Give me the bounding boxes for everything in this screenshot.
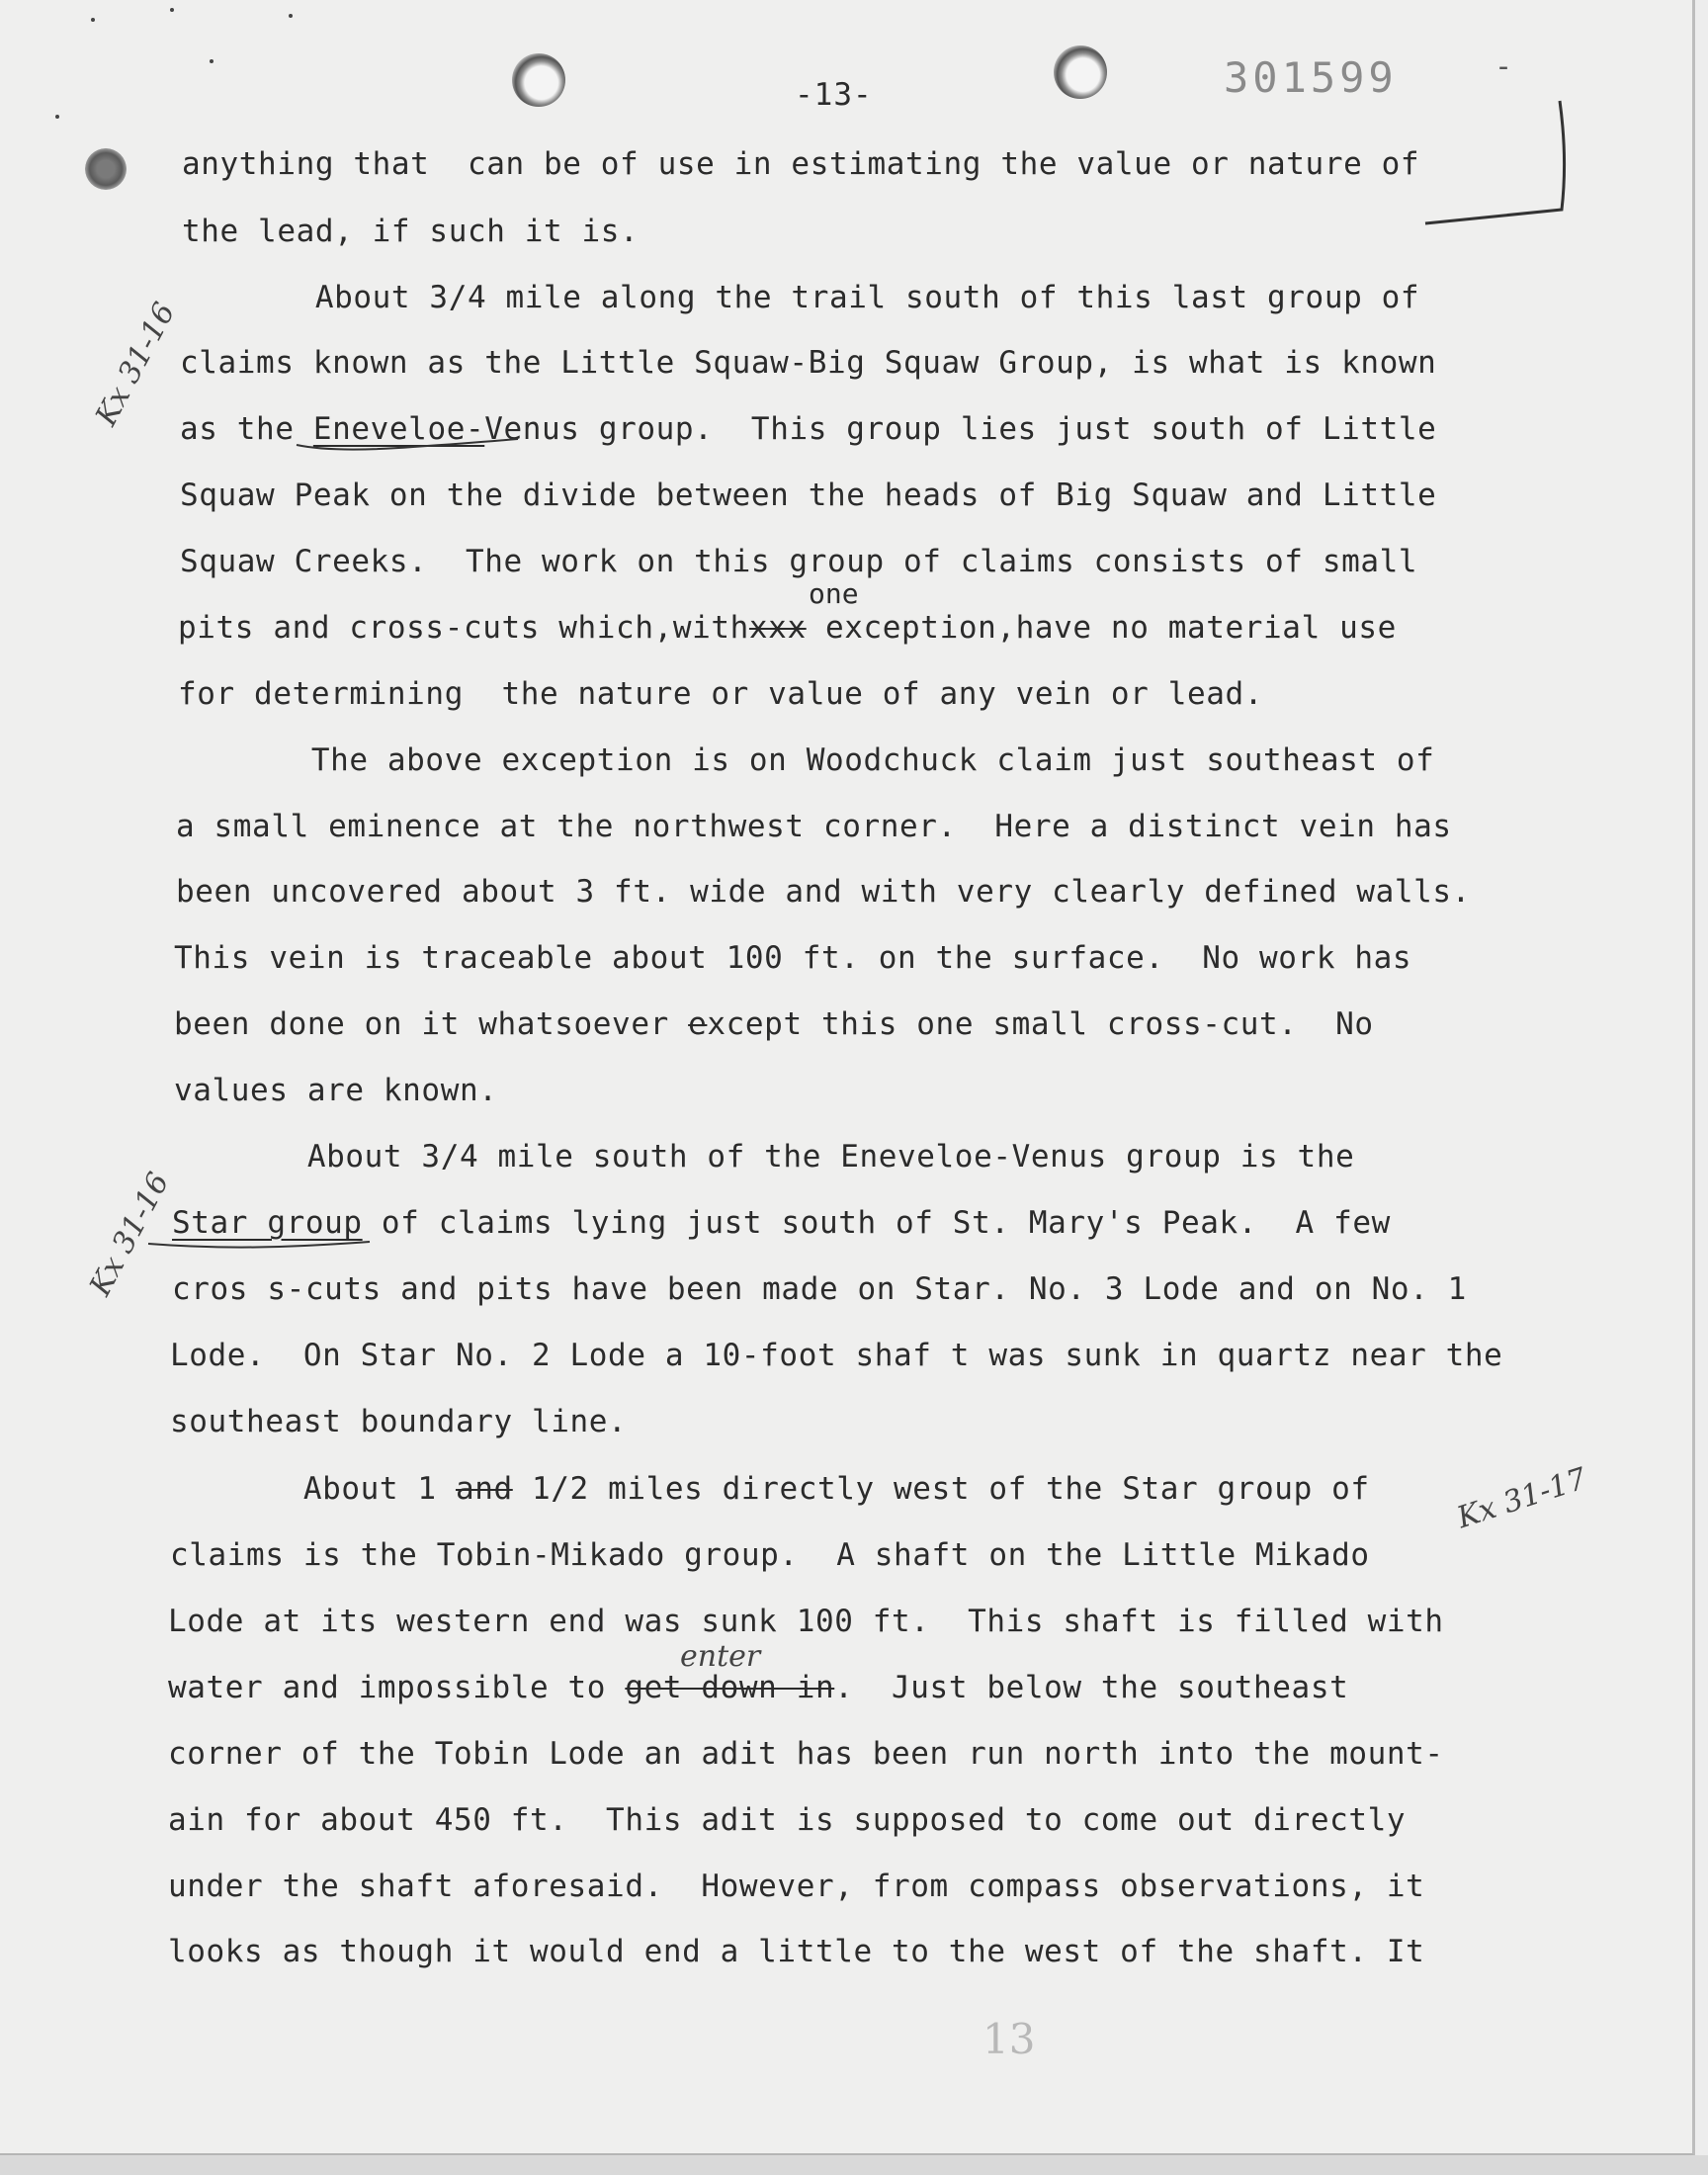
body-line: The above exception is on Woodchuck claim just southeast of [178, 742, 1435, 778]
handwritten-insertion: enter [680, 1639, 761, 1674]
body-line: for determining the nature or value of any vein or lead. [178, 676, 1264, 712]
document-id-stamp: 301599 [1224, 53, 1398, 102]
body-text: been done on it whatsoever [174, 1006, 689, 1042]
struck-text: and [455, 1471, 513, 1507]
ink-speck [210, 59, 214, 63]
body-line [178, 610, 1397, 646]
body-line: Lode at its western end was sunk 100 ft. This shaft is filled with [168, 1604, 1444, 1639]
body-line: Lode. On Star No. 2 Lode a 10-foot shaf t was sunk in quartz near the [170, 1338, 1503, 1373]
struck-text: get down in [625, 1670, 835, 1705]
body-line: Squaw Peak on the divide between the heads of Big Squaw and Little [180, 478, 1437, 513]
body-text: . Just below the southeast [834, 1670, 1349, 1705]
body-line: ain for about 450 ft. This adit is supposed to come out directly [168, 1802, 1407, 1838]
body-line: under the shaft aforesaid. However, from compass observations, it [168, 1869, 1425, 1904]
body-text: of claims lying just south of St. Mary's Peak. A few [362, 1205, 1391, 1241]
body-line: cros s-cuts and pits have been made on Star. No. 3 Lode and on No. 1 [172, 1271, 1467, 1307]
body-line: claims known as the Little Squaw-Big Squaw Group, is what is known [180, 345, 1437, 381]
body-line: looks as though it would end a little to the west of the shaft. It [168, 1934, 1425, 1969]
struck-text: xxx [748, 610, 807, 646]
ink-speck [170, 8, 174, 12]
punch-hole-left [512, 53, 565, 107]
body-line: the lead, if such it is. [182, 214, 640, 249]
punch-hole-margin [85, 148, 127, 190]
scan-edge [0, 2155, 1708, 2175]
body-line: About 3/4 mile south of the Eneveloe-Venus group is the [174, 1139, 1355, 1174]
page-number: -13- [795, 77, 873, 113]
body-text: xcept this one small cross-cut. No [707, 1006, 1374, 1042]
body-line [168, 1670, 1348, 1705]
body-line: anything that can be of use in estimating the value or nature of [182, 146, 1420, 182]
body-line: claims is the Tobin-Mikado group. A shaft on the Little Mikado [170, 1537, 1370, 1573]
body-text: 1/2 miles directly west of the Star group of [512, 1471, 1370, 1507]
underline-stroke [146, 1232, 374, 1256]
body-line: values are known. [174, 1073, 498, 1108]
body-text: About 1 [170, 1471, 456, 1507]
body-line [174, 1006, 1374, 1042]
margin-note: Kx 31-16 [83, 1167, 177, 1302]
underlined-group-name: Star group [172, 1205, 363, 1241]
ink-speck [289, 14, 293, 18]
body-line: a small eminence at the northwest corner. Here a distinct vein has [176, 809, 1452, 844]
body-text: pits and cross-cuts which,with [178, 610, 749, 646]
underlined-group-name: Eneveloe- [312, 411, 485, 447]
body-text: water and impossible to [168, 1670, 626, 1705]
body-line: corner of the Tobin Lode an adit has been run north into the mount- [168, 1736, 1444, 1772]
body-text: exception,have no material use [806, 610, 1397, 646]
body-line: southeast boundary line. [170, 1404, 628, 1439]
body-text: as the [180, 411, 313, 447]
footer-page-number: 13 [982, 2015, 1036, 2063]
struck-text: e [688, 1006, 708, 1042]
body-line: Squaw Creeks. The work on this group of claims consists of small [180, 544, 1418, 579]
underline-stroke [295, 423, 522, 453]
margin-note: Kx 31-17 [1453, 1461, 1591, 1536]
document-id-mark: - [1494, 49, 1513, 84]
body-text: Venus group. This group lies just south of Little [484, 411, 1437, 447]
inserted-word: one [809, 577, 859, 610]
margin-bracket-mark [1421, 99, 1572, 227]
body-line: This vein is traceable about 100 ft. on the surface. No work has [174, 940, 1412, 976]
punch-hole-right [1054, 45, 1107, 99]
ink-speck [55, 115, 59, 119]
body-line [170, 1471, 1370, 1507]
body-line: been uncovered about 3 ft. wide and with very clearly defined walls. [176, 874, 1471, 910]
body-line: About 3/4 mile along the trail south of this last group of [182, 280, 1420, 315]
ink-speck [91, 18, 95, 22]
margin-note: Kx 31-16 [89, 297, 183, 432]
